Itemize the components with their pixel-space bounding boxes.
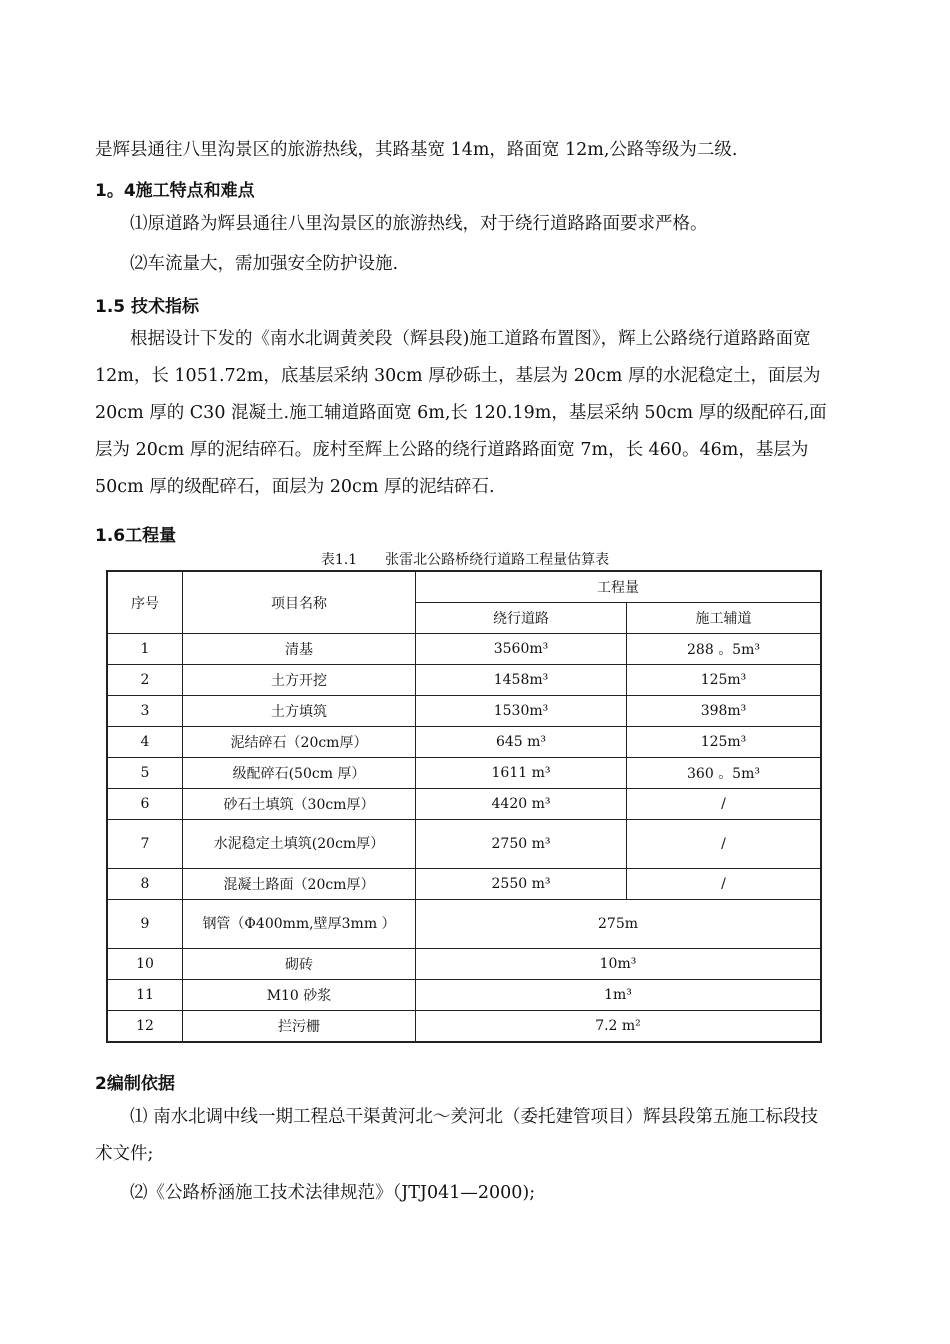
table-row: [107, 1011, 821, 1043]
row-detour: 1530m³: [416, 696, 627, 727]
header-name: 项目名称: [183, 571, 416, 634]
row-seq: 9: [107, 900, 183, 949]
row-seq: 5: [107, 758, 183, 789]
row-name: 拦污栅: [183, 1011, 416, 1043]
table-row: [107, 696, 821, 727]
header-aux: 施工辅道: [627, 603, 822, 634]
row-detour: 4420 m³: [416, 789, 627, 820]
row-name: M10 砂浆: [183, 980, 416, 1011]
row-name: 水泥稳定土填筑(20cm厚）: [183, 820, 416, 869]
row-name: 泥结碎石（20cm厚）: [183, 727, 416, 758]
row-detour: 1458m³: [416, 665, 627, 696]
row-seq: 10: [107, 949, 183, 980]
row-aux: /: [627, 820, 822, 869]
row-merged-quantity: 10m³: [416, 949, 822, 980]
section-1-4-title: 1。4施工特点和难点: [95, 181, 255, 201]
table-row: [107, 665, 821, 696]
row-aux: 125m³: [627, 727, 822, 758]
row-detour: 2750 m³: [416, 820, 627, 869]
row-aux: 360 。5m³: [627, 758, 822, 789]
row-name: 土方填筑: [183, 696, 416, 727]
row-seq: 3: [107, 696, 183, 727]
row-detour: 2550 m³: [416, 869, 627, 900]
row-name: 钢管（Φ400mm,壁厚3mm ）: [183, 900, 416, 949]
table-row: [107, 634, 821, 665]
row-name: 砂石土填筑（30cm厚）: [183, 789, 416, 820]
row-aux: /: [627, 869, 822, 900]
row-aux: 288 。5m³: [627, 634, 822, 665]
table-row: [107, 820, 821, 869]
row-name: 土方开挖: [183, 665, 416, 696]
row-merged-quantity: 7.2 m²: [416, 1011, 822, 1043]
s14-item-2: ⑵车流量大，需加强安全防护设施.: [130, 254, 399, 274]
section-1-5-title: 1.5 技术指标: [95, 297, 200, 317]
row-seq: 6: [107, 789, 183, 820]
row-seq: 2: [107, 665, 183, 696]
row-name: 清基: [183, 634, 416, 665]
row-seq: 12: [107, 1011, 183, 1043]
table-row: [107, 949, 821, 980]
row-name: 混凝土路面（20cm厚）: [183, 869, 416, 900]
table-caption-title: 张雷北公路桥绕行道路工程量估算表: [385, 552, 610, 568]
table-caption-number: 表1.1: [320, 552, 358, 568]
row-detour: 1611 m³: [416, 758, 627, 789]
row-detour: 645 m³: [416, 727, 627, 758]
row-name: 砌砖: [183, 949, 416, 980]
s2-item-1: ⑴ 南水北调中线一期工程总干渠黄河北～羑河北（委托建管项目）辉县段第五施工标段技术文件;: [95, 1107, 819, 1164]
table-row: [107, 980, 821, 1011]
row-seq: 1: [107, 634, 183, 665]
row-aux: /: [627, 789, 822, 820]
section-1-6-title: 1.6工程量: [95, 526, 177, 546]
s14-item-1: ⑴原道路为辉县通往八里沟景区的旅游热线，对于绕行道路路面要求严格。: [130, 214, 708, 234]
row-aux: 125m³: [627, 665, 822, 696]
table-row: [107, 727, 821, 758]
header-seq: 序号: [107, 571, 183, 634]
table-row: [107, 869, 821, 900]
row-detour: 3560m³: [416, 634, 627, 665]
row-seq: 8: [107, 869, 183, 900]
s15-body: 根据设计下发的《南水北调黄羑段（辉县段)施工道路布置图》，辉上公路绕行道路路面宽 12m，长 1051.72m，底基层采纳 30cm 厚砂砾土，基层为 20cm 厚的水泥稳定土，面层为 20cm 厚的 C30 混凝土.施工辅道路面宽 6m,长 120.19m，基层采纳 50cm 厚的级配碎石,面层为 20cm 厚的泥结碎石。庞村至辉上公路的绕行道路路面宽 7m，长 460。46m，基层为 50cm 厚的级配碎石，面层为 20cm 厚的泥结碎石.: [95, 329, 827, 497]
intro-line: 是辉县通往八里沟景区的旅游热线，其路基宽 14m，路面宽 12m,公路等级为二级.: [95, 140, 738, 160]
row-merged-quantity: 275m: [416, 900, 822, 949]
quantity-table: [106, 570, 822, 1043]
header-detour: 绕行道路: [416, 603, 627, 634]
table-row: [107, 900, 821, 949]
header-quantity: 工程量: [416, 571, 822, 603]
row-merged-quantity: 1m³: [416, 980, 822, 1011]
row-name: 级配碎石(50cm 厚）: [183, 758, 416, 789]
table-caption: [95, 549, 835, 569]
table-row: [107, 758, 821, 789]
table-row: [107, 789, 821, 820]
s2-item-2: ⑵《公路桥涵施工技术法律规范》（JTJ041—2000);: [130, 1183, 536, 1203]
row-aux: 398m³: [627, 696, 822, 727]
row-seq: 11: [107, 980, 183, 1011]
row-seq: 4: [107, 727, 183, 758]
section-2-title: 2编制依据: [95, 1074, 175, 1094]
row-seq: 7: [107, 820, 183, 869]
